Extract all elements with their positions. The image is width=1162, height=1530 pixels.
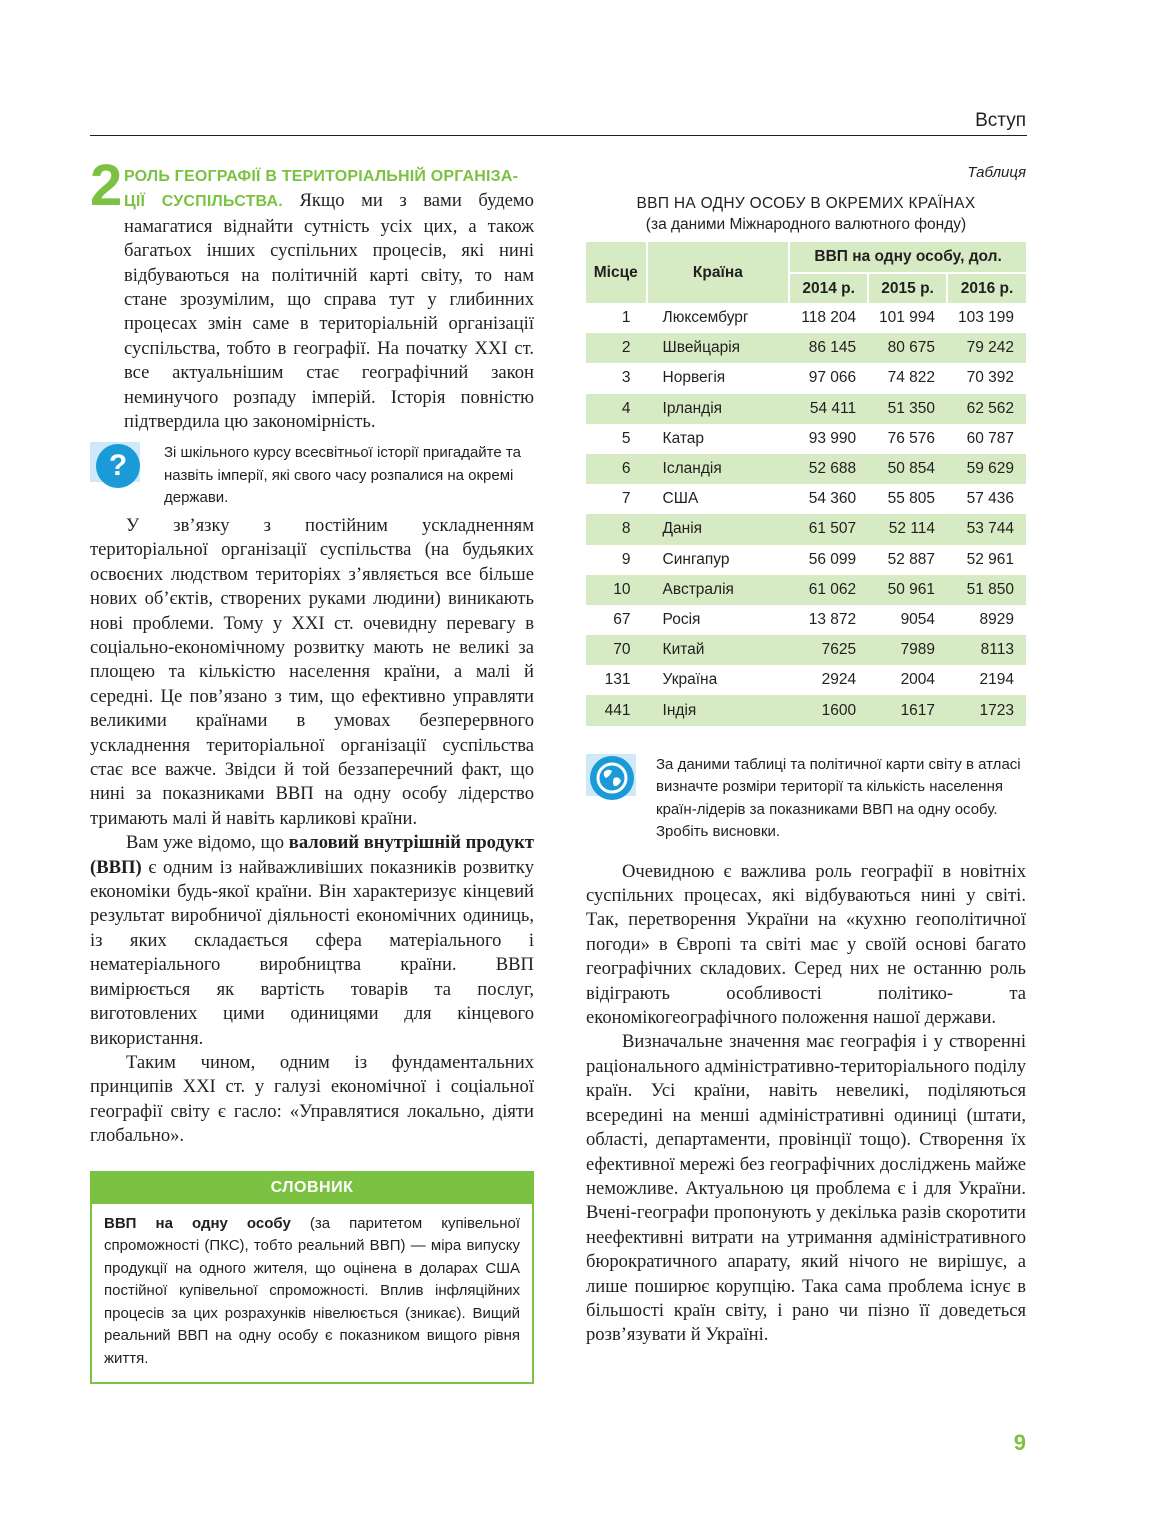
cell-country: Норвегія <box>662 369 726 387</box>
table-row <box>586 454 1026 484</box>
table-row <box>586 514 1026 544</box>
cell-2014: 61 507 <box>789 514 868 544</box>
cell-country: Швейцарія <box>647 333 790 363</box>
section-heading <box>90 153 534 434</box>
table-label: Таблиця <box>967 164 1026 181</box>
cell-place: 9 <box>621 550 631 568</box>
cell-country: Катар <box>662 429 705 447</box>
cell-2016: 79 242 <box>947 333 1026 363</box>
cell-place: 10 <box>586 575 647 605</box>
cell-2015: 50 854 <box>868 454 947 484</box>
cell-2014: 93 990 <box>808 429 857 447</box>
table-row <box>586 484 1026 514</box>
cell-place: 131 <box>604 671 631 689</box>
cell-2015: 50 961 <box>868 575 947 605</box>
globe-icon <box>586 754 646 802</box>
table-row <box>586 363 1026 393</box>
cell-2014: 118 204 <box>801 309 857 327</box>
cell-country: Данія <box>647 514 790 544</box>
cell-2014: 97 066 <box>808 369 857 387</box>
cell-2014: 86 145 <box>789 333 868 363</box>
question-text: Зі шкільного курсу всесвітньої історії пригадайте та назвіть імперії, які свого часу розпалися на окремі держави. <box>164 444 521 507</box>
cell-2015: 101 994 <box>879 309 936 327</box>
right-text <box>586 860 1026 1348</box>
cell-place: 8 <box>586 514 647 544</box>
col-header-year: 2016 р. <box>947 273 1026 303</box>
section-intro-text: Якщо ми з вами будемо намагатися віднайти сутність усіх цих, а також багатьох інших суспільних процесів, які нині відбуваються на політичній карті світу, то нам стане зрозумілим, що справа тут у глибинних процесах змін саме в територіальній організації суспільства, тобто в географії. На початку ХХІ ст. все актуальнішим стає географічний закон неминучого розпаду імперій. Історія повністю підтвердила цю закономірність. <box>124 190 534 433</box>
gdp-table <box>586 242 1026 726</box>
cell-2014: 54 360 <box>808 490 857 508</box>
glossary-box <box>90 1171 534 1385</box>
question-box <box>90 442 534 510</box>
cell-place: 4 <box>586 394 647 424</box>
cell-2014: 61 062 <box>789 575 868 605</box>
cell-country: Росія <box>662 610 701 628</box>
col-header-gdp: ВВП на одну особу, дол. <box>789 242 1026 273</box>
cell-2015: 1617 <box>868 695 947 725</box>
cell-place: 441 <box>586 695 647 725</box>
gdp-term: валовий внутрішній продукт (ВВП) <box>90 832 534 878</box>
cell-2016: 59 629 <box>947 454 1026 484</box>
cell-2015: 52 887 <box>887 550 936 568</box>
table-row <box>586 303 1026 333</box>
cell-country: Австралія <box>647 575 790 605</box>
table-row <box>586 333 1026 363</box>
left-paragraph-2-pre: Вам уже відомо, що <box>126 832 289 854</box>
cell-2014: 2924 <box>821 671 857 689</box>
cell-2015: 2004 <box>900 671 936 689</box>
left-column <box>90 153 534 1384</box>
cell-2015: 7989 <box>868 635 947 665</box>
cell-2016: 2194 <box>979 671 1014 689</box>
cell-2014: 52 688 <box>789 454 868 484</box>
table-row <box>586 635 1026 665</box>
cell-2016: 103 199 <box>957 309 1014 327</box>
cell-2014: 56 099 <box>808 550 857 568</box>
table-row <box>586 545 1026 575</box>
cell-2016: 57 436 <box>966 490 1014 508</box>
glossary-term: ВВП на одну особу <box>104 1214 291 1232</box>
section-title-line2: ЦІЇ СУСПІЛЬСТВА. <box>124 193 283 211</box>
cell-2016: 8113 <box>947 635 1026 665</box>
cell-2014: 13 872 <box>808 610 857 628</box>
cell-2014: 54 411 <box>789 394 868 424</box>
cell-2015: 76 576 <box>887 429 936 447</box>
table-row <box>586 424 1026 454</box>
glossary-definition: (за паритетом купівельної спроможності (ПКС), тобто реальний ВВП) — міра випуску продукції на одного жителя, що оцінена в доларах США постійної купівельної спроможності. Вплив інфляційних процесів за цих розрахунків нівелюється (зникає). Вищий реальний ВВП на одну особу є показником вищого рівня життя. <box>104 1214 520 1367</box>
left-paragraph-2 <box>90 831 534 1051</box>
table-title: ВВП НА ОДНУ ОСОБУ В ОКРЕМИХ КРАЇНАХ <box>636 195 976 212</box>
right-column <box>586 164 1026 1348</box>
section-intro <box>90 153 534 434</box>
page-number: 9 <box>1013 1430 1026 1455</box>
cell-2016: 52 961 <box>966 550 1014 568</box>
cell-2015: 51 350 <box>868 394 947 424</box>
cell-country: Україна <box>662 671 718 689</box>
section-number: 2 <box>90 153 123 218</box>
cell-country: Китай <box>647 635 790 665</box>
cell-place: 1 <box>621 309 631 327</box>
globe-task-text: За даними таблиці та політичної карти світу в атласі визначте розміри території та кількість населення країн-лідерів за показниками ВВП на одну особу. Зробіть висновки. <box>656 755 1021 841</box>
col-header-year: 2014 р. <box>789 273 868 303</box>
cell-2016: 62 562 <box>947 394 1026 424</box>
table-row <box>586 605 1026 635</box>
running-head: Вступ <box>975 110 1026 131</box>
glossary-body <box>92 1204 532 1383</box>
cell-place: 6 <box>586 454 647 484</box>
cell-country: Індія <box>647 695 790 725</box>
cell-2016: 1723 <box>947 695 1026 725</box>
table-subtitle: (за даними Міжнародного валютного фонду) <box>645 216 967 233</box>
table-row <box>586 695 1026 725</box>
cell-2015: 9054 <box>900 610 936 628</box>
cell-2016: 8929 <box>979 610 1014 628</box>
col-header-year: 2015 р. <box>868 273 947 303</box>
section-title-line1: РОЛЬ ГЕОГРАФІЇ В ТЕРИТОРІАЛЬНІЙ ОРГАНІЗА- <box>124 168 519 185</box>
cell-2015: 74 822 <box>887 369 936 387</box>
left-paragraph-3: Таким чином, одним із фундаментальних принципів ХХІ ст. у галузі економічної і соціальної географії світу є гасло: «Управлятися локально, діяти глобально». <box>90 1051 534 1147</box>
cell-2016: 70 392 <box>966 369 1014 387</box>
cell-country: США <box>662 490 699 508</box>
cell-place: 70 <box>586 635 647 665</box>
cell-2015: 80 675 <box>868 333 947 363</box>
cell-place: 2 <box>586 333 647 363</box>
cell-country: Сингапур <box>662 550 730 568</box>
glossary-heading: СЛОВНИК <box>92 1173 532 1204</box>
cell-2015: 55 805 <box>887 490 936 508</box>
cell-country: Ірландія <box>647 394 790 424</box>
cell-2014: 7625 <box>789 635 868 665</box>
header-rule <box>90 135 1027 136</box>
table-row <box>586 665 1026 695</box>
cell-2016: 51 850 <box>947 575 1026 605</box>
right-paragraph-2: Визначальне значення має географія і у створенні раціонального адміністративно-територіального поділу країн. Усі країни, навіть невеликі, поділяються всередині на менші адміністративні одиниці (штати, області, департаменти, провінції тощо). Створення їх ефективної мережі без географічних досліджень майже неможливе. Актуальною ця проблема є і для України. Вчені-географи пропонують у декілька разів скоротити неефективні витрати на утримання адміністративного бюрократичного апарату, який нічого не вирішує, а лише поширює корупцію. Така сама проблема існує в більшості країн світу, і рано чи пізно її доведеться розв’язувати й Україні. <box>586 1031 1026 1346</box>
globe-task-box <box>586 754 1026 844</box>
left-paragraph-2-post: є одним із найважливіших показників розвитку економіки будь-якої країни. Він характеризує кінцевий результат виробничої діяльності економічних одиниць, із яких складається сфера матеріального і нематеріального виробництва країни. ВВП вимірюється як вартість товарів та послуг, виготовлених цими одиницями для кінцевого використання. <box>90 856 534 1049</box>
col-header-place: Місце <box>586 242 647 303</box>
cell-2015: 52 114 <box>868 514 947 544</box>
cell-country: Ісландія <box>647 454 790 484</box>
left-paragraph-1: У зв’язку з постійним ускладненням територіальної організації суспільства (на будьяких освоєних людством територіях з’являється все більше нових об’єктів, створених руками людини) виникають нові проблеми. Тому у ХХІ ст. очевидну перевагу в соціально-економічному розвитку мають не великі за площею та кількістю населення країни, а малі й середні. Це пов’язано з тим, що ефективно управляти великими країнами в умовах безперервного ускладнення територіальної організації суспільства стає все важче. Звідси й той беззаперечний факт, що нині за показниками ВВП на одну особу лідерство тримають малі й навіть карликові країни. <box>90 514 534 829</box>
table-row <box>586 575 1026 605</box>
table-row <box>586 394 1026 424</box>
cell-place: 7 <box>621 490 631 508</box>
cell-2014: 1600 <box>789 695 868 725</box>
cell-country: Люксембург <box>662 309 749 327</box>
cell-place: 5 <box>621 429 631 447</box>
right-paragraph-1: Очевидною є важлива роль географії в новітніх суспільних процесах, які відбуваються нині у світі. Так, перетворення України на «кухню геополітичної погоди» в Європі та світі має у своїй основі багато географічних складових. Серед них не останню роль відіграють особливості політико- та економікогеографічного положення нашої держави. <box>586 860 1026 1029</box>
cell-2016: 53 744 <box>947 514 1026 544</box>
gdp-table-body <box>586 303 1026 726</box>
question-icon: ? <box>90 442 150 486</box>
cell-place: 67 <box>613 610 631 628</box>
cell-place: 3 <box>621 369 631 387</box>
col-header-country: Країна <box>647 242 790 303</box>
cell-2016: 60 787 <box>966 429 1014 447</box>
